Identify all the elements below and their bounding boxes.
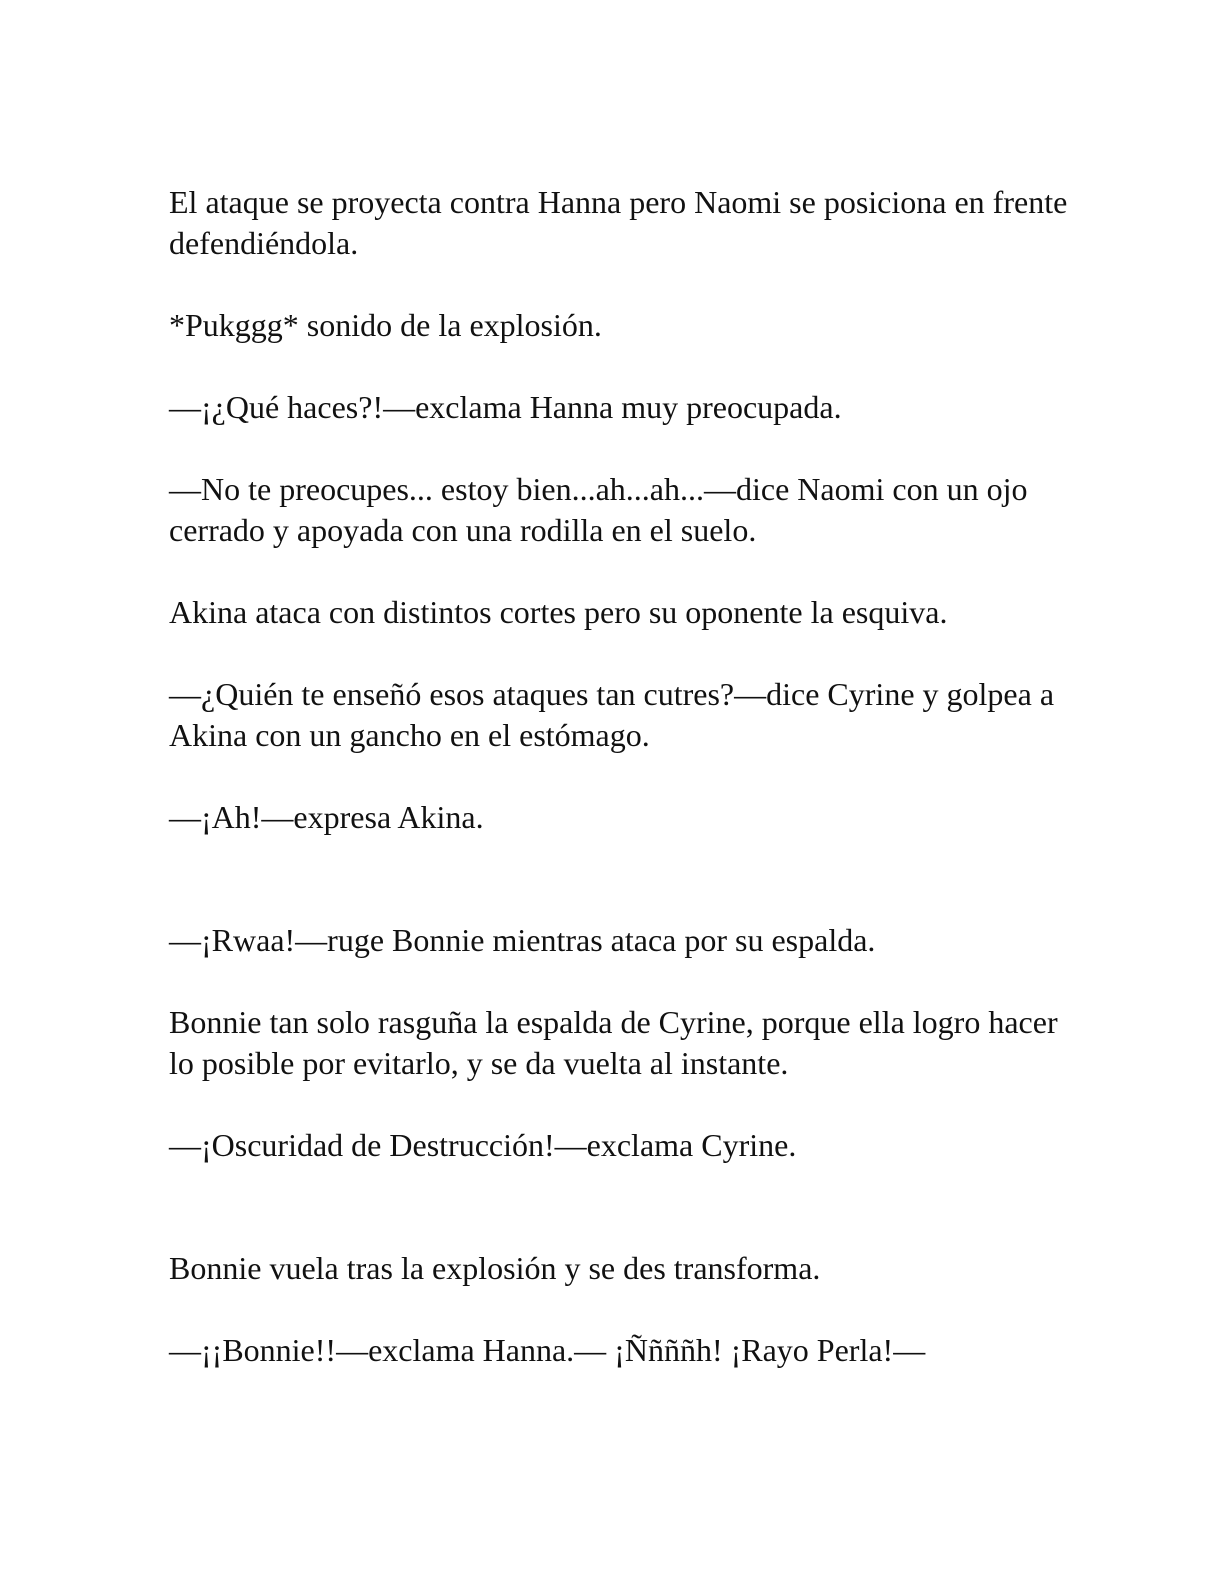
paragraph-5: Akina ataca con distintos cortes pero su oponente la esquiva. bbox=[169, 594, 948, 630]
paragraph-4: —No te preocupes... estoy bien...ah...ah...—dice Naomi con un ojo cerrado y apoyada con una rodilla en el suelo. bbox=[169, 471, 1028, 548]
document-body bbox=[169, 182, 1069, 1371]
paragraph-10: —¡Oscuridad de Destrucción!—exclama Cyrine. bbox=[169, 1127, 797, 1163]
paragraph-8: —¡Rwaa!—ruge Bonnie mientras ataca por su espalda. bbox=[169, 922, 876, 958]
paragraph-2: *Pukggg* sonido de la explosión. bbox=[169, 307, 602, 343]
paragraph-11: Bonnie vuela tras la explosión y se des transforma. bbox=[169, 1250, 821, 1286]
paragraph-3: —¡¿Qué haces?!—exclama Hanna muy preocupada. bbox=[169, 389, 842, 425]
paragraph-9: Bonnie tan solo rasguña la espalda de Cyrine, porque ella logro hacer lo posible por evitarlo, y se da vuelta al instante. bbox=[169, 1004, 1058, 1081]
paragraph-12: —¡¡Bonnie!!—exclama Hanna.— ¡Ññññh! ¡Rayo Perla!— bbox=[169, 1332, 926, 1368]
paragraph-6: —¿Quién te enseñó esos ataques tan cutres?—dice Cyrine y golpea a Akina con un gancho en el estómago. bbox=[169, 676, 1055, 753]
paragraph-1: El ataque se proyecta contra Hanna pero Naomi se posiciona en frente defendiéndola. bbox=[169, 184, 1068, 261]
paragraph-7: —¡Ah!—expresa Akina. bbox=[169, 799, 484, 835]
